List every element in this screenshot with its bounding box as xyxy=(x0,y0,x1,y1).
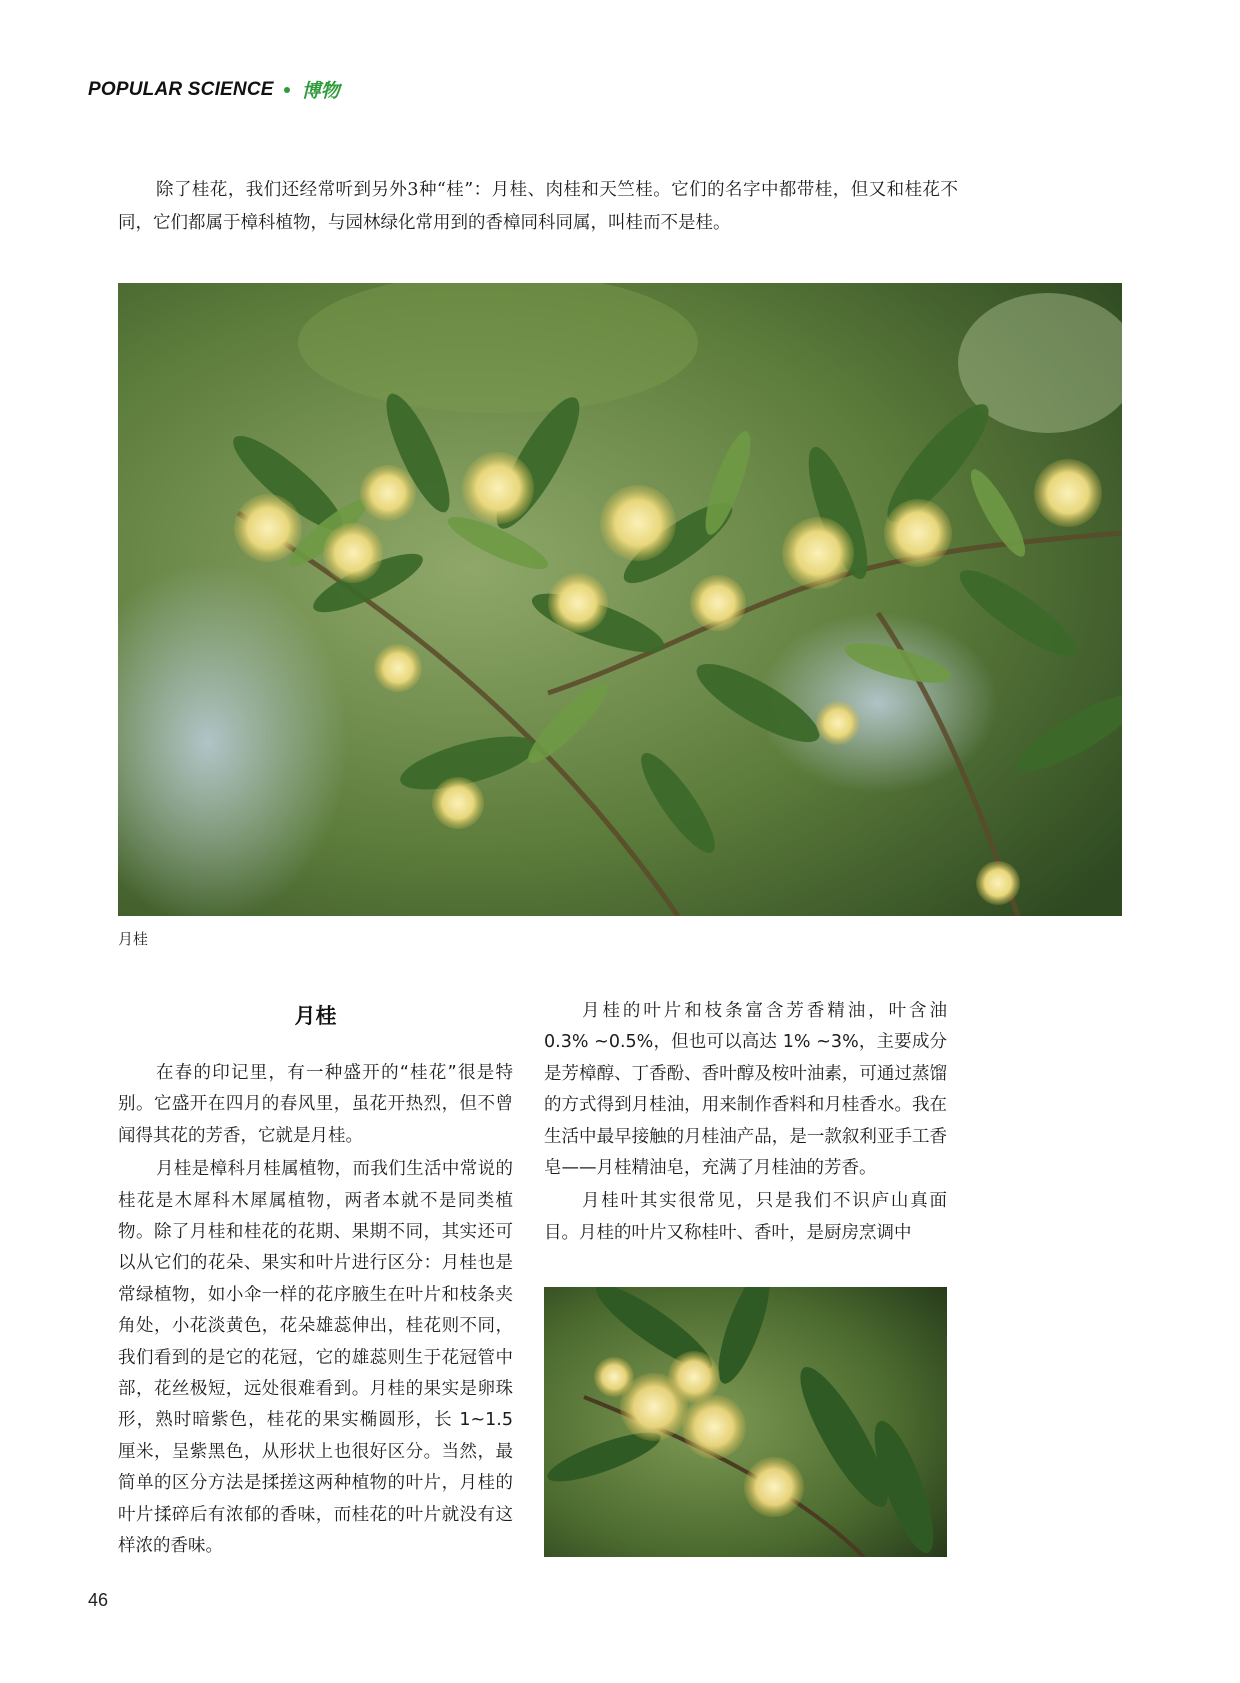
brand-separator-dot xyxy=(284,87,290,93)
magazine-header xyxy=(88,76,340,103)
right-paragraph-1: 月桂的叶片和枝条富含芳香精油，叶含油 0.3% ~0.5%，但也可以高达 1% ~3%，主要成分是芳樟醇、丁香酚、香叶醇及桉叶油素，可通过蒸馏的方式得到月桂油，用来制作香料和月桂香水。我在生活中最早接触的月桂油产品，是一款叙利亚手工香皂——月桂精油皂，充满了月桂油的芳香。 xyxy=(544,1001,947,1179)
laurel-closeup-photo xyxy=(544,1287,947,1557)
page-number: 46 xyxy=(88,1590,109,1610)
brand-english: POPULAR SCIENCE xyxy=(88,78,274,100)
laurel-closeup-illustration xyxy=(544,1287,947,1557)
intro-paragraph: 除了桂花，我们还经常听到另外3种“桂”：月桂、肉桂和天竺桂。它们的名字中都带桂，但又和桂花不同，它们都属于樟科植物，与园林绿化常用到的香樟同科同属，叫桂而不是桂。 xyxy=(118,180,958,233)
left-paragraph-1: 在春的印记里，有一种盛开的“桂花”很是特别。它盛开在四月的春风里，虽花开热烈，但不曾闻得其花的芳香，它就是月桂。 xyxy=(118,1063,513,1146)
right-paragraph-2: 月桂叶其实很常见，只是我们不识庐山真面目。月桂的叶片又称桂叶、香叶，是厨房烹调中 xyxy=(544,1191,947,1243)
left-paragraph-2: 月桂是樟科月桂属植物，而我们生活中常说的桂花是木犀科木犀属植物，两者本就不是同类植物。除了月桂和桂花的花期、果期不同，其实还可以从它们的花朵、果实和叶片进行区分：月桂也是常绿植物，如小伞一样的花序腋生在叶片和枝条夹角处，小花淡黄色，花朵雄蕊伸出，桂花则不同，我们看到的是它的花冠，它的雄蕊则生于花冠管中部，花丝极短，远处很难看到。月桂的果实是卵珠形，熟时暗紫色，桂花的果实椭圆形，长 1~1.5 厘米，呈紫黑色，从形状上也很好区分。当然，最简单的区分方法是揉搓这两种植物的叶片，月桂的叶片揉碎后有浓郁的香味，而桂花的叶片就没有这样浓的香味。 xyxy=(118,1159,513,1557)
left-column xyxy=(118,1058,513,1565)
section-title: 月桂 xyxy=(294,1004,337,1028)
main-photo-caption: 月桂 xyxy=(118,930,149,948)
right-column xyxy=(544,996,947,1251)
laurel-branch-illustration xyxy=(118,283,1122,916)
laurel-main-photo xyxy=(118,283,1122,916)
brand-chinese: 博物 xyxy=(301,80,340,102)
